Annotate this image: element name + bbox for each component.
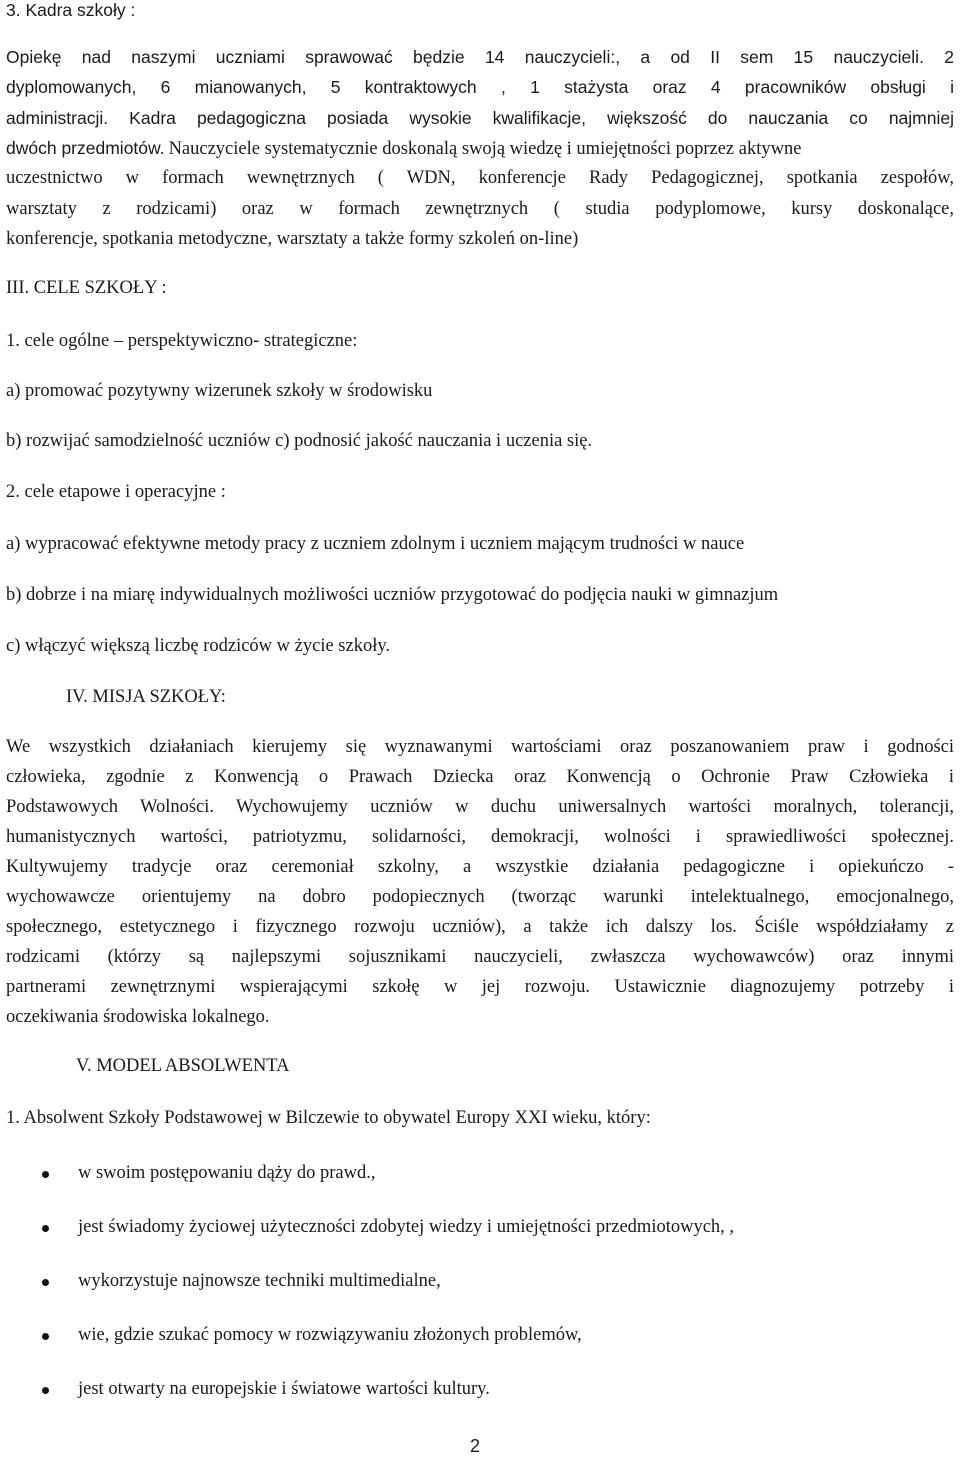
list-item-text: w swoim postępowaniu dąży do prawd., [78, 1163, 376, 1183]
paragraph-line: We wszystkich działaniach kierujemy się wyznawanymi wartościami oraz poszanowaniem praw i godności [6, 737, 954, 757]
paragraph-line: Opiekę nad naszymi uczniami sprawować będzie 14 nauczycieli:, a od II sem 15 nauczycieli. 2 [6, 47, 954, 67]
paragraph-line-mixed [6, 138, 801, 160]
paragraph-line: Kultywujemy tradycje oraz ceremoniał szkolny, a wszystkie działania pedagogiczne i opiekuńczo - [6, 857, 954, 877]
bullet-icon [42, 1333, 49, 1340]
paragraph-line: warsztaty z rodzicami) oraz w formach zewnętrznych ( studia podyplomowe, kursy doskonalące, [6, 199, 954, 219]
list-item-text: jest otwarty na europejskie i światowe wartości kultury. [78, 1379, 490, 1399]
paragraph-line: oczekiwania środowiska lokalnego. [6, 1007, 270, 1027]
paragraph-line: społecznego, estetycznego i fizycznego rozwoju uczniów), a także ich dalszy los. Ściśle współdziałamy z [6, 917, 954, 937]
paragraph-line: 1. Absolwent Szkoły Podstawowej w Bilczewie to obywatel Europy XXI wieku, który: [6, 1108, 651, 1128]
goal-item: b) rozwijać samodzielność uczniów c) podnosić jakość nauczania i uczenia się. [6, 431, 593, 451]
subsection-heading-general: 1. cele ogólne – perspektywiczno- strategiczne: [6, 331, 358, 351]
list-item-text: jest świadomy życiowej użyteczności zdobytej wiedzy i umiejętności przedmiotowych, , [78, 1217, 735, 1237]
paragraph-line: Podstawowych Wolności. Wychowujemy uczniów w duchu uniwersalnych wartości moralnych, tolerancji, [6, 797, 954, 817]
paragraph-fragment: Nauczyciele systematycznie doskonalą swoją wiedzę i umiejętności poprzez aktywne [168, 139, 802, 159]
bullet-icon [42, 1171, 49, 1178]
paragraph-line: rodzicami (którzy są najlepszymi sojusznikami nauczycieli, zwłaszcza wychowawców) oraz innymi [6, 947, 954, 967]
paragraph-line: administracji. Kadra pedagogiczna posiada wysokie kwalifikacje, większość do nauczania co najmniej [6, 108, 954, 128]
section-heading-kadra: 3. Kadra szkoły : [6, 0, 136, 20]
bullet-icon [42, 1225, 49, 1232]
list-item-text: wykorzystuje najnowsze techniki multimedialne, [78, 1271, 441, 1291]
goal-item: c) włączyć większą liczbę rodziców w życie szkoły. [6, 636, 391, 656]
subsection-heading-stage: 2. cele etapowe i operacyjne : [6, 482, 226, 502]
paragraph-line: humanistycznych wartości, patriotyzmu, solidarności, demokracji, wolności i sprawiedliwości społecznej. [6, 827, 954, 847]
goal-item: a) promować pozytywny wizerunek szkoły w środowisku [6, 381, 433, 401]
paragraph-line: dyplomowanych, 6 mianowanych, 5 kontraktowych , 1 stażysta oraz 4 pracowników obsługi i [6, 77, 954, 97]
paragraph-line: człowieka, zgodnie z Konwencją o Prawach Dziecka oraz Konwencją o Ochronie Praw Człowieka i [6, 767, 954, 787]
paragraph-line: uczestnictwo w formach wewnętrznych ( WDN, konferencje Rady Pedagogicznej, spotkania zespołów, [6, 168, 954, 188]
goal-item: b) dobrze i na miarę indywidualnych możliwości uczniów przygotować do podjęcia nauki w gimnazjum [6, 585, 779, 605]
paragraph-line: konferencje, spotkania metodyczne, warsztaty a także formy szkoleń on-line) [6, 229, 579, 249]
page-number: 2 [470, 1436, 481, 1456]
paragraph-line: partnerami zewnętrznymi wspierającymi szkołę w jej rozwoju. Ustawicznie diagnozujemy potrzeby i [6, 977, 954, 997]
paragraph-line: wychowawcze orientujemy na dobro podopiecznych (tworząc warunki intelektualnego, emocjonalnego, [6, 887, 954, 907]
goal-item: a) wypracować efektywne metody pracy z uczniem zdolnym i uczniem mającym trudności w nauce [6, 534, 745, 554]
section-heading-model: V. MODEL ABSOLWENTA [76, 1056, 290, 1076]
bullet-icon [42, 1279, 49, 1286]
paragraph-fragment: dwóch przedmiotów. [6, 138, 165, 158]
section-heading-cele: III. CELE SZKOŁY : [6, 278, 167, 298]
section-heading-misja: IV. MISJA SZKOŁY: [66, 687, 226, 707]
list-item-text: wie, gdzie szukać pomocy w rozwiązywaniu złożonych problemów, [78, 1325, 582, 1345]
bullet-icon [42, 1387, 49, 1394]
